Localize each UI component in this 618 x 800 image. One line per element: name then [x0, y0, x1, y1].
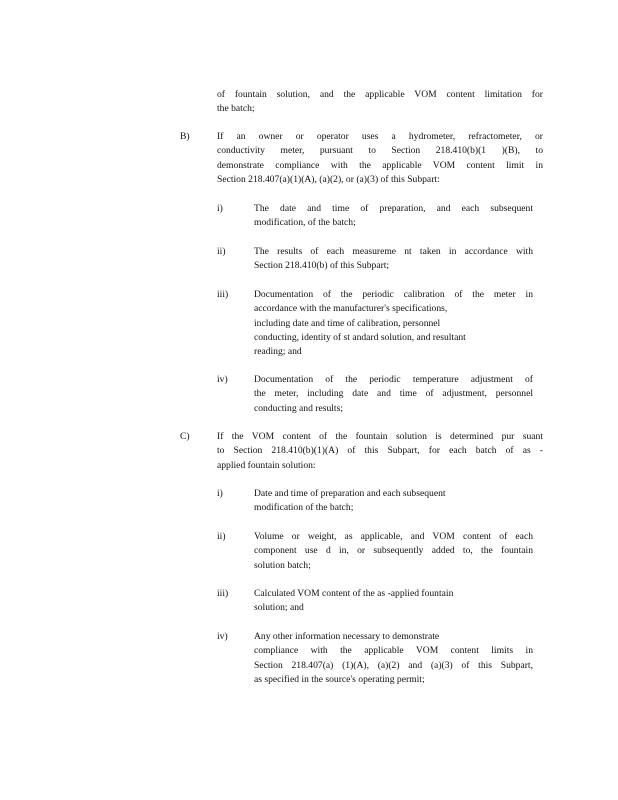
text-line: conductivity meter, pursuant to Section 218.410(b)(1 )(B), to — [217, 145, 543, 157]
text-line: modification, of the batch; — [254, 217, 356, 229]
item-text — [254, 373, 533, 416]
text-line: compliance with the applicable VOM content limits in — [254, 645, 533, 657]
text-line: applied fountain solution: — [217, 459, 316, 471]
text-line: including date and time of calibration, personnel — [254, 317, 441, 329]
item-label: ii) — [217, 531, 226, 542]
item-label: iii) — [217, 289, 229, 300]
text-line: Section 218.407(a)(1)(A), (a)(2), or (a)(3) of this Subpart: — [217, 173, 440, 185]
text-line: Date and time of preparation and each subsequent — [254, 488, 446, 499]
text-line: If an owner or operator uses a hydrometer, refractometer, or — [217, 131, 543, 142]
text-line: the batch; — [217, 103, 255, 115]
item-text — [254, 245, 533, 274]
section-text — [217, 130, 543, 187]
item-label: iv) — [217, 374, 228, 385]
text-line: Any other information necessary to demonstrate — [254, 631, 440, 642]
item-text — [254, 202, 533, 231]
text-line: solution; and — [254, 602, 304, 614]
item-label: ii) — [217, 246, 226, 257]
text-line: Section 218.410(b) of this Subpart; — [254, 260, 390, 272]
text-line: Volume or weight, as applicable, and VOM content of each — [254, 531, 533, 542]
section-label: C) — [180, 431, 190, 442]
intro-paragraph — [217, 88, 543, 117]
text-line: demonstrate compliance with the applicable VOM content limit in — [217, 159, 543, 171]
item-text — [254, 630, 533, 687]
item-label: iii) — [217, 588, 229, 599]
text-line: Calculated VOM content of the as -applied fountain — [254, 588, 454, 599]
item-text — [254, 487, 533, 516]
text-line: The date and time of preparation, and each subsequent — [254, 203, 533, 214]
item-text — [254, 530, 533, 573]
item-label: iv) — [217, 631, 228, 642]
text-line: accordance with the manufacturer's specifications, — [254, 303, 448, 315]
text-line: Documentation of the periodic calibration of the meter in — [254, 289, 533, 300]
text-line: of fountain solution, and the applicable VOM content limitation for — [217, 89, 543, 100]
item-text — [254, 288, 533, 359]
text-line: conducting, identity of st andard solution, and resultant — [254, 331, 466, 343]
section-text — [217, 430, 543, 473]
text-line: to Section 218.410(b)(1)(A) of this Subpart, for each batch of as - — [217, 445, 543, 457]
text-line: the meter, including date and time of adjustment, personnel — [254, 388, 533, 400]
text-line: component use d in, or subsequently added to, the fountain — [254, 545, 533, 557]
text-line: as specified in the source's operating permit; — [254, 673, 425, 685]
text-line: If the VOM content of the fountain solution is determined pur suant — [217, 431, 543, 442]
item-label: i) — [217, 488, 223, 499]
text-line: solution batch; — [254, 559, 311, 571]
text-line: reading; and — [254, 346, 302, 358]
item-text — [254, 587, 533, 616]
section-label: B) — [180, 131, 190, 142]
text-line: modification of the batch; — [254, 502, 354, 514]
text-line: Documentation of the periodic temperature adjustment of — [254, 374, 533, 385]
text-line: The results of each measureme nt taken in accordance with — [254, 246, 533, 257]
item-label: i) — [217, 203, 223, 214]
text-line: Section 218.407(a) (1)(A), (a)(2) and (a)(3) of this Subpart, — [254, 659, 533, 671]
text-line: conducting and results; — [254, 402, 343, 414]
